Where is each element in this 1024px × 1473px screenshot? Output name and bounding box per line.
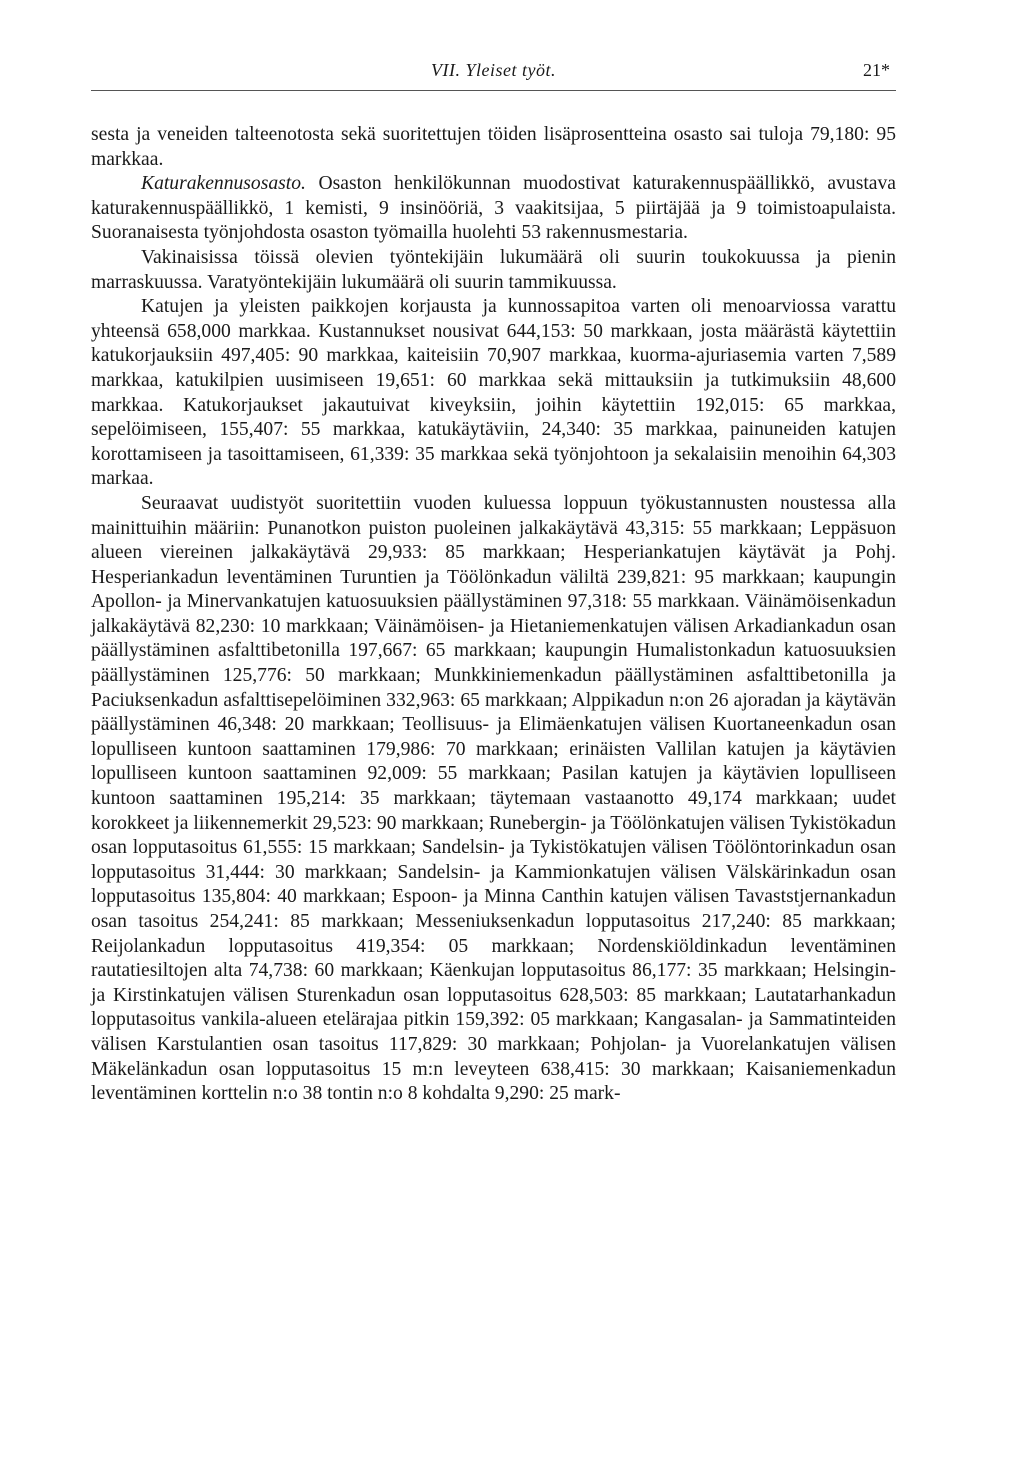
paragraph-maintenance-costs: Katujen ja yleisten paikkojen korjausta ja kunnossapitoa varten oli menoarviossa varattu yhteensä 658,000 markkaa. Kustannukset nousivat 644,153: 50 markkaan, josta määrästä käytettiin katukorjauksiin 497,405: 90 markkaa, kaiteisiin 70,907 markkaa, kuorma-ajuriasemia varten 7,589 markkaa, katukilpien uusimiseen 19,651: 60 markkaa sekä mittauksiin ja tutkimuksiin 48,600 markkaa. Katukorjaukset jakautuivat kiveyksiin, joihin käytettiin 192,015: 65 markkaa, sepelöimiseen, 155,407: 55 markkaa, katukäytäviin, 24,340: 35 markkaa, painuneiden katujen korottamiseen ja tasoittamiseen, 61,339: 35 markkaa sekä työnjohtoon ja sekalaisiin menoihin 64,303 markaa. — [91, 296, 896, 490]
section-heading: Katurakennusosasto. — [141, 173, 306, 195]
document-page — [91, 56, 896, 1107]
body-text — [91, 123, 896, 1107]
paragraph-workers: Vakinaisissa töissä olevien työntekijäin lukumäärä oli suurin toukokuussa ja pienin marraskuussa. Varatyöntekijäin lukumäärä oli suurin tammikuussa. — [91, 246, 896, 293]
paragraph-staff-text: Osaston henkilökunnan muodostivat katurakennuspäällikkö, avustava katurakennuspäällikkö, 1 kemisti, 9 insinööriä, 3 vaakitsijaa, 5 piirtäjää ja 9 toimistoapulaista. Suoranaisesta työnjohdosta osaston työmailla huolehti 53 rakennusmestaria. — [91, 173, 896, 244]
running-title: VII. Yleiset työt. — [431, 60, 556, 80]
running-header — [91, 56, 896, 91]
paragraph-continuation: sesta ja veneiden talteenotosta sekä suoritettujen töiden lisäprosentteina osasto sai tuloja 79,180: 95 markkaa. — [91, 124, 896, 170]
paragraph-katurakennusosasto — [91, 172, 896, 246]
paragraph-new-works: Seuraavat uudistyöt suoritettiin vuoden kuluessa loppuun työkustannusten noustessa alla mainittuihin määriin: Punanotkon puiston puoleinen jalkakäytävä 43,315: 55 markkaan; Leppäsuon alueen viereinen jalkakäytävä 29,933: 85 markkaan; Hesperiankatujen käytävät ja Pohj. Hesperiankadun leventäminen Turuntien ja Töölönkadun väliltä 239,821: 95 markkaan; kaupungin Apollon- ja Minervankatujen katuosuuksien päällystäminen 97,318: 55 markkaan. Väinämöisenkadun jalkakäytävä 82,230: 10 markkaan; Väinämöisen- ja Hietaniemenkatujen välisen Arkadiankadun osan päällystäminen asfalttibetonilla 197,667: 65 markkaan; kaupungin Humalistonkadun katuosuuksien päällystäminen 125,776: 50 markkaan; Munkkiniemenkadun päällystäminen asfalttibetonilla ja Paciuksenkadun asfalttisepelöiminen 332,963: 65 markkaan; Alppikadun n:on 26 ajoradan ja käytävän päällystäminen 46,348: 20 markkaan; Teollisuus- ja Elimäenkatujen välisen Kuortaneenkadun osan lopulliseen kuntoon saattaminen 179,986: 70 markkaan; erinäisten Vallilan katujen ja käytävien lopulliseen kuntoon saattaminen 92,009: 55 markkaan; Pasilan katujen ja käytävien lopulliseen kuntoon saattaminen 195,214: 35 markkaan; täytemaan vastaanotto 49,174 markkaan; uudet korokkeet ja liikennemerkit 29,523: 90 markkaan; Runebergin- ja Töölönkatujen välisen Tykistökadun osan lopputasoitus 61,555: 15 markkaan; Sandelsin- ja Tykistökatujen välisen Töölöntorinkadun osan lopputasoitus 31,444: 30 markkaan; Sandelsin- ja Kammionkatujen välisen Välskärinkadun osan lopputasoitus 135,804: 40 markkaan; Espoon- ja Minna Canthin katujen välisen Tavaststjernankadun osan tasoitus 254,241: 85 markkaan; Messeniuksenkadun lopputasoitus 217,240: 85 markkaan; Reijolankadun lopputasoitus 419,354: 05 markkaan; Nordenskiöldinkadun leventäminen rautatiesiltojen alta 74,738: 60 markkaan; Käenkujan lopputasoitus 86,177: 35 markkaan; Helsingin- ja Kirstinkatujen välisen Sturenkadun osan lopputasoitus 628,503: 85 markkaan; Lautatarhankadun lopputasoitus vankila-alueen etelärajaa pitkin 159,392: 05 markkaan; Kangasalan- ja Sammatinteiden välisen Karstulantien osan tasoitus 117,829: 30 markkaan; Pohjolan- ja Vuorelankatujen välisen Mäkelänkadun osan lopputasoitus 15 m:n leveyteen 638,415: 30 markkaan; Kaisaniemenkadun leventäminen korttelin n:o 38 tontin n:o 8 kohdalta 9,290: 25 mark- — [91, 492, 896, 1105]
page-number: 21* — [863, 60, 890, 80]
